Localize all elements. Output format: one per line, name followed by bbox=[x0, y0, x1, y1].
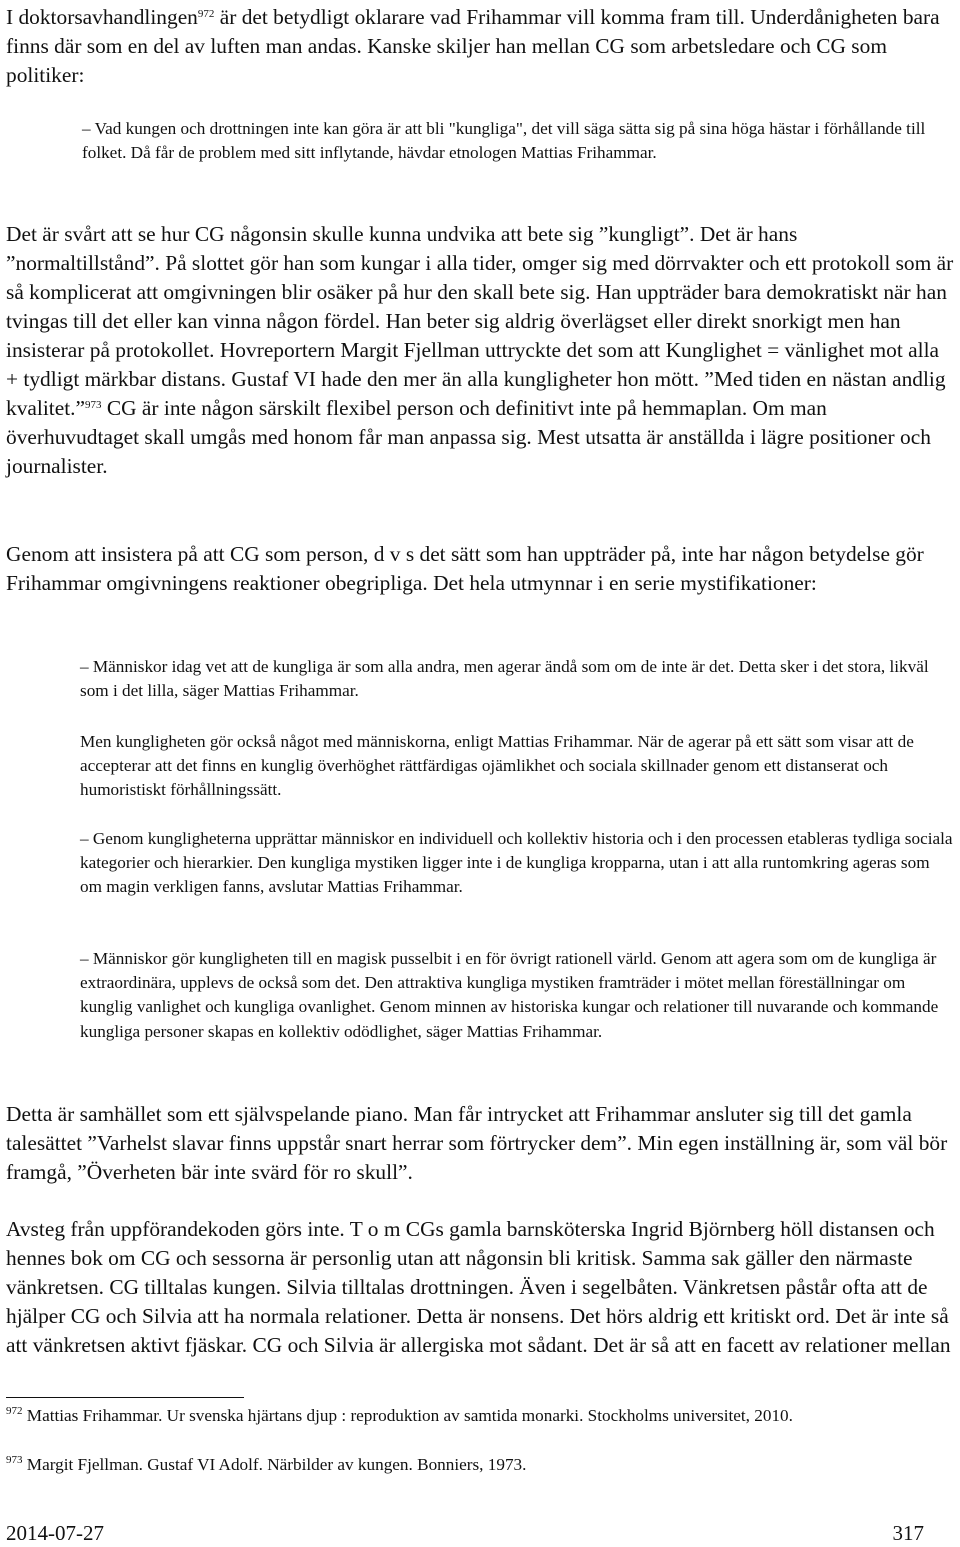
footnote-973 bbox=[6, 1453, 956, 1477]
paragraph-1-text: I doktorsavhandlingen bbox=[6, 5, 198, 29]
footnote-text: Mattias Frihammar. Ur svenska hjärtans djup : reproduktion av samtida monarki. Stockholms universitet, 2010. bbox=[22, 1406, 793, 1425]
page-number: 317 bbox=[892, 1521, 924, 1545]
footnote-ref-972[interactable]: 972 bbox=[197, 7, 215, 20]
quote-2: – Människor idag vet att de kungliga är som alla andra, men agerar ändå som om de inte är det. Detta sker i det stora, likväl som i det lilla, säger Mattias Frihammar. bbox=[80, 657, 929, 701]
paragraph-2-text: Det är svårt att se hur CG någonsin skulle kunna undvika att bete sig ”kungligt”. Det är hans ”normaltillstånd”. På slottet gör han som kungar i alla tider, omger sig med dörrvakter och ett protokoll som är så komplicerat att omgivningen blir osäker på hur den skall bete sig. Han uppträder bara demokratiskt när han tvingas till det eller kan vinna någon fördel. Han beter sig aldrig överlägset eller direkt snorkigt men han insisterar på protokollet. Hovreportern Margit Fjellman uttryckte det som att Kunglighet = vänlighet mot alla + tydligt märkbar distans. Gustaf VI hade den mer än alla kungligheter hon mött. ”Med tiden en nästan andlig kvalitet.” bbox=[6, 222, 954, 420]
footnote-number: 973 bbox=[6, 1453, 23, 1466]
quote-5: – Människor gör kungligheten till en magisk pusselbit i en för övrigt rationell värld. Genom att agera som om de kungliga är extraordinära, upplevs de också som det. Den attraktiva kungliga mystiken framträder i mötet mellan föreställningar om kunglig vanlighet och kungliga ovanlighet. Genom minnen av historiska kungar och relationer till nuvarande och kommande kungliga personer skapas en kollektiv odödlighet, säger Mattias Frihammar. bbox=[80, 949, 939, 1041]
paragraph-2-text-rest: CG är inte någon särskilt flexibel person och definitivt inte på hemmaplan. Om man överhuvudtaget skall umgås med honom får man anpassa sig. Mest utsatta är anställda i lägre positioner och journalister. bbox=[6, 396, 931, 478]
footnote-972 bbox=[6, 1404, 956, 1428]
footnote-ref-973[interactable]: 973 bbox=[85, 398, 102, 411]
paragraph-1-text-rest: är det betydligt oklarare vad Frihammar vill komma fram till. Underdånigheten bara finns där som en del av luften man andas. Kanske skiljer han mellan CG som arbetsledare och CG som politiker: bbox=[6, 5, 940, 87]
footnote-number: 972 bbox=[6, 1404, 23, 1417]
quote-4: – Genom kungligheterna upprättar människor en individuell och kollektiv historia och i den processen etableras tydliga sociala kategorier och hierarkier. Den kungliga mystiken ligger inte i de kungliga kropparna, utan i att alla runtomkring ageras som om magin verkligen fanns, avslutar Mattias Frihammar. bbox=[80, 829, 953, 897]
paragraph-4: Detta är samhället som ett självspelande piano. Man får intrycket att Frihammar ansluter sig till det gamla talesättet ”Varhelst slavar finns uppstår snart herrar som förtrycker dem”. Min egen inställning är, som väl bör framgå, ”Överheten bär inte svärd för ro skull”. bbox=[6, 1102, 948, 1184]
quote-1: – Vad kungen och drottningen inte kan göra är att bli "kungliga", det vill säga sätta sig på sina höga hästar i förhållande till folket. Då får de problem med sitt inflytande, hävdar etnologen Mattias Frihammar. bbox=[82, 119, 926, 163]
paragraph-2 bbox=[6, 220, 956, 481]
paragraph-5: Avsteg från uppförandekoden görs inte. T o m CGs gamla barnsköterska Ingrid Björnberg höll distansen och hennes bok om CG och sessorna är personlig utan att någonsin bli kritisk. Samma sak gäller den närmaste vänkretsen. CG tilltalas kungen. Silvia tilltalas drottningen. Även i segelbåten. Vänkretsen påstår ofta att de hjälper CG och Silvia att ha normala relationer. Detta är nonsens. Det hörs aldrig ett kritiskt ord. Det är inte så att vänkretsen aktivt fjäskar. CG och Silvia är allergiska mot sådant. Det är så att en facett av relationer mellan bbox=[6, 1217, 951, 1357]
footer-date: 2014-07-27 bbox=[6, 1521, 104, 1545]
footnote-text: Margit Fjellman. Gustaf VI Adolf. Närbilder av kungen. Bonniers, 1973. bbox=[22, 1455, 527, 1474]
quote-3: Men kungligheten gör också något med människorna, enligt Mattias Frihammar. När de agerar på ett sätt som visar att de accepterar att det finns en kunglig överhöghet rättfärdigas ojämlikhet och sociala skillnader genom ett distanserat och humoristiskt förhållningssätt. bbox=[80, 732, 914, 800]
paragraph-3: Genom att insistera på att CG som person, d v s det sätt som han uppträder på, inte har någon betydelse gör Frihammar omgivningens reaktioner obegripliga. Det hela utmynnar i en serie mystifikationer: bbox=[6, 542, 924, 595]
paragraph-1 bbox=[6, 3, 956, 90]
footnote-separator bbox=[6, 1397, 244, 1398]
